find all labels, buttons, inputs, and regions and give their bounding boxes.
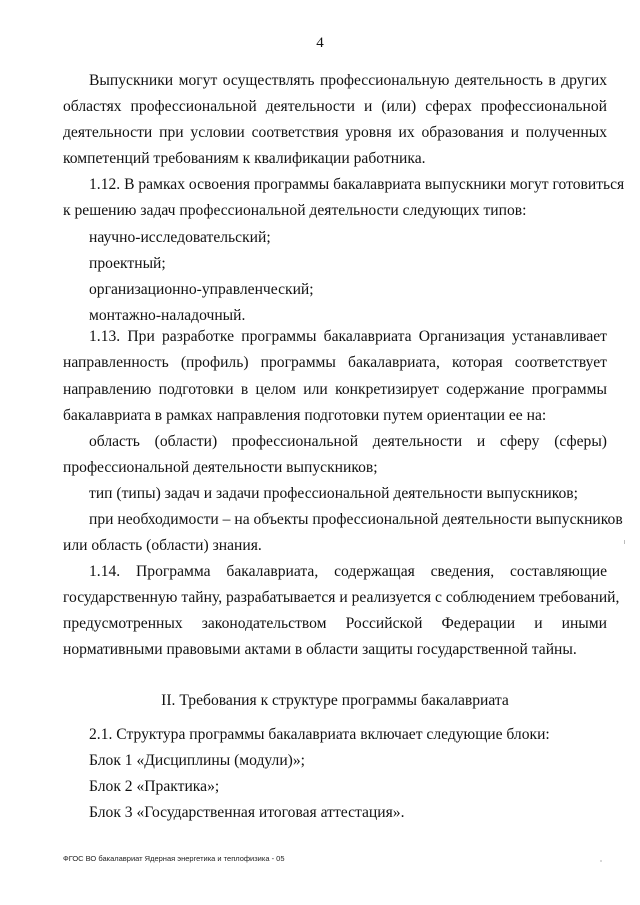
paragraph-line: 1.14. Программа бакалавриата, содержащая сведения, составляющие	[89, 563, 607, 580]
paragraph-line: Выпускники могут осуществлять профессиональную деятельность в других	[89, 72, 607, 89]
paragraph-line: профессиональной деятельности выпускников;	[63, 459, 378, 476]
paragraph-line: государственную тайну, разрабатывается и реализуется с соблюдением требований,	[63, 589, 620, 606]
list-item: научно-исследовательский;	[89, 229, 271, 246]
paragraph-line: деятельности при условии соответствия уровня их образования и полученных	[63, 124, 607, 141]
paragraph-line: 1.13. При разработке программы бакалавриата Организация устанавливает	[89, 328, 607, 345]
paragraph-line: или область (области) знания.	[63, 537, 262, 554]
page-footer: ФГОС ВО бакалавриат Ядерная энергетика и теплофизика - 05	[63, 854, 285, 863]
paragraph-line: компетенций требованиям к квалификации работника.	[63, 150, 426, 167]
list-item: Блок 1 «Дисциплины (модули)»;	[89, 752, 305, 769]
list-item: Блок 3 «Государственная итоговая аттестация».	[89, 804, 405, 821]
paragraph-line: направленность (профиль) программы бакалавриата, которая соответствует	[63, 354, 607, 371]
paragraph-line: нормативными правовыми актами в области защиты государственной тайны.	[63, 641, 577, 658]
list-item: организационно-управленческий;	[89, 281, 314, 298]
scan-dot	[600, 860, 602, 862]
page-number: 4	[316, 35, 324, 51]
scan-mark	[624, 540, 625, 544]
paragraph-line: область (области) профессиональной деятельности и сферу (сферы)	[89, 433, 607, 450]
paragraph-line: к решению задач профессиональной деятельности следующих типов:	[63, 202, 527, 219]
paragraph-line: направлению подготовки в целом или конкретизирует содержание программы	[63, 381, 607, 398]
paragraph-line: областях профессиональной деятельности и (или) сферах профессиональной	[63, 98, 607, 115]
paragraph-line: 1.12. В рамках освоения программы бакалавриата выпускники могут готовиться	[89, 176, 625, 193]
paragraph-line: при необходимости – на объекты профессиональной деятельности выпускников	[89, 511, 623, 528]
list-item: проектный;	[89, 255, 166, 272]
list-item: монтажно-наладочный.	[89, 307, 246, 324]
paragraph-line: предусмотренных законодательством Российской Федерации и иными	[63, 615, 607, 632]
paragraph-line: 2.1. Структура программы бакалавриата включает следующие блоки:	[89, 726, 550, 743]
section-heading: II. Требования к структуре программы бакалавриата	[161, 692, 509, 709]
paragraph-line: тип (типы) задач и задачи профессиональной деятельности выпускников;	[89, 485, 578, 502]
list-item: Блок 2 «Практика»;	[89, 778, 220, 795]
paragraph-line: бакалавриата в рамках направления подготовки путем ориентации ее на:	[63, 407, 547, 424]
